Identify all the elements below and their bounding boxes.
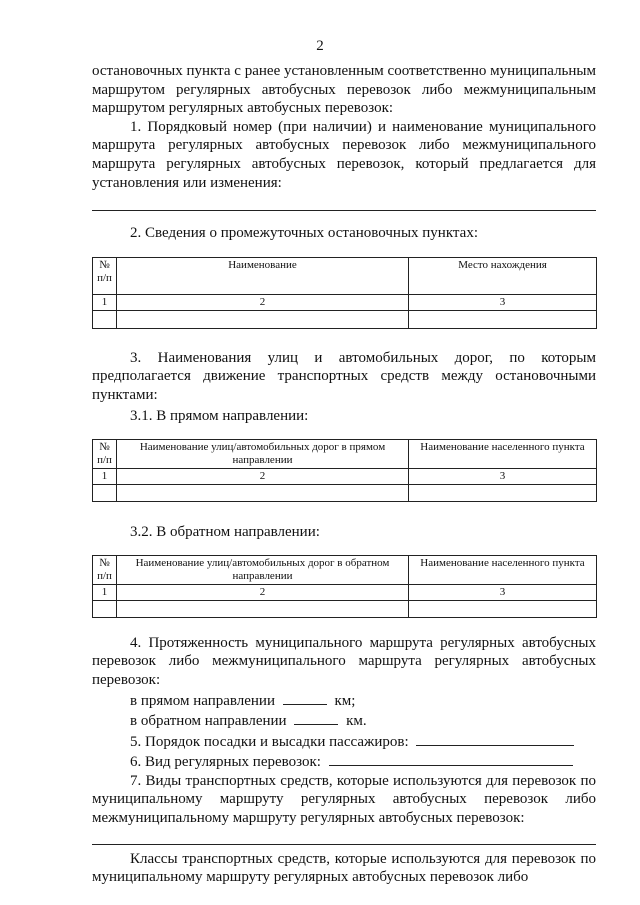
- table-cell[interactable]: [409, 310, 597, 328]
- direct-length-field[interactable]: [283, 690, 327, 705]
- column-header-number: № п/п: [93, 440, 117, 469]
- table-cell[interactable]: [409, 485, 597, 502]
- page-number: 2: [316, 38, 324, 54]
- item-6-line: [92, 751, 596, 772]
- column-header-location: Место нахождения: [409, 257, 597, 294]
- table-cell[interactable]: [117, 310, 409, 328]
- intro-paragraph: остановочных пункта с ранее установленным соответственно муниципальным маршрутом регулярных автобусных перевозок либо межмуниципальным маршрутом регулярных автобусных перевозок:: [92, 63, 596, 117]
- direct-length-line: [92, 690, 596, 711]
- column-header-streets: Наименование улиц/автомобильных дорог в прямом направлении: [117, 440, 409, 469]
- item-4: 4. Протяженность муниципального маршрута регулярных автобусных перевозок либо межмуниципального маршрута регулярных автобусных перевозок:: [92, 634, 596, 688]
- item-7: 7. Виды транспортных средств, которые используются для перевозок по муниципальному маршруту регулярных автобусных перевозок либо межмуниципальному маршруту регулярных автобусных перевозок:: [92, 772, 596, 827]
- column-number-cell: 2: [117, 584, 409, 600]
- km-unit: км;: [334, 692, 356, 709]
- transport-type-field[interactable]: [329, 751, 573, 766]
- column-header-settlement: Наименование населенного пункта: [409, 440, 597, 469]
- table-row[interactable]: [93, 310, 597, 328]
- item-5: 5. Порядок посадки и высадки пассажиров:: [130, 733, 409, 750]
- table-cell[interactable]: [93, 485, 117, 502]
- table-cell[interactable]: [117, 600, 409, 617]
- item-1: 1. Порядковый номер (при наличии) и наименование муниципального маршрута регулярных автобусных перевозок либо межмуниципального маршрута регулярных автобусных перевозок, который предлагается для установления или изменения:: [92, 118, 596, 191]
- km-unit: км.: [346, 713, 367, 730]
- item-3: 3. Наименования улиц и автомобильных дорог, по которым предполагается движение транспортных средств между остановочными пунктами:: [92, 349, 596, 403]
- table-row[interactable]: [93, 600, 597, 617]
- item-2: 2. Сведения о промежуточных остановочных пунктах:: [130, 225, 478, 242]
- column-number-cell: 1: [93, 294, 117, 310]
- column-number-cell: 2: [117, 469, 409, 485]
- table-cell[interactable]: [93, 310, 117, 328]
- vehicle-classes-paragraph: Классы транспортных средств, которые используются для перевозок по муниципальному маршруту регулярных автобусных перевозок либо: [92, 850, 596, 886]
- reverse-length-field[interactable]: [294, 710, 338, 725]
- table-header-row: [93, 555, 597, 584]
- column-header-name: Наименование: [117, 257, 409, 294]
- reverse-route-streets-table: [92, 555, 597, 618]
- document-body: [92, 62, 596, 887]
- item-3-1: 3.1. В прямом направлении:: [130, 407, 309, 424]
- table-row[interactable]: [93, 485, 597, 502]
- table-cell[interactable]: [409, 600, 597, 617]
- column-header-streets: Наименование улиц/автомобильных дорог в обратном направлении: [117, 555, 409, 584]
- column-header-number: № п/п: [93, 257, 117, 294]
- item-7-answer-line[interactable]: [92, 844, 596, 845]
- table-cell[interactable]: [117, 485, 409, 502]
- reverse-length-line: [92, 710, 596, 731]
- column-number-cell: 1: [93, 584, 117, 600]
- column-number-cell: 2: [117, 294, 409, 310]
- intermediate-stops-table: [92, 257, 597, 329]
- table-cell[interactable]: [93, 600, 117, 617]
- direct-route-streets-table: [92, 439, 597, 502]
- table-header-row: [93, 257, 597, 294]
- column-number-cell: 3: [409, 469, 597, 485]
- column-number-cell: 3: [409, 584, 597, 600]
- boarding-order-field[interactable]: [416, 731, 574, 746]
- reverse-length-label: в обратном направлении: [130, 713, 287, 730]
- table-numbering-row: [93, 294, 597, 310]
- item-5-line: [92, 731, 596, 752]
- column-header-number: № п/п: [93, 555, 117, 584]
- table-numbering-row: [93, 469, 597, 485]
- item-6: 6. Вид регулярных перевозок:: [130, 754, 321, 771]
- direct-length-label: в прямом направлении: [130, 692, 275, 709]
- column-number-cell: 1: [93, 469, 117, 485]
- table-header-row: [93, 440, 597, 469]
- column-number-cell: 3: [409, 294, 597, 310]
- column-header-settlement: Наименование населенного пункта: [409, 555, 597, 584]
- table-numbering-row: [93, 584, 597, 600]
- item-3-2: 3.2. В обратном направлении:: [130, 524, 320, 541]
- item-1-answer-line[interactable]: [92, 210, 596, 211]
